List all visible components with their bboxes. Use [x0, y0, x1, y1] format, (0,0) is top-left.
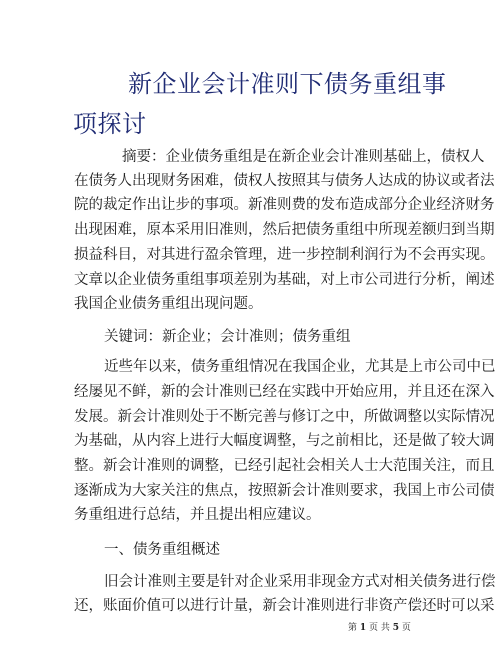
- footer-middle: 页 共: [369, 623, 390, 633]
- abstract-line: 摘要：企业债务重组是在新企业会计准则基础上，债权人: [122, 149, 485, 165]
- paragraph-line: 逐渐成为大家关注的焦点，按照新会计准则要求，我国上市公司债: [74, 483, 495, 499]
- abstract-line: 我国企业债务重组出现问题。: [74, 296, 263, 312]
- abstract-line: 损益科目，对其进行盈余管理，进一步控制利润行为不会再实现。: [74, 247, 495, 263]
- keywords-line: 关键词：新企业；会计准则；债务重组: [104, 329, 351, 345]
- paragraph-line: 发展。新会计准则处于不断完善与修订之中，所做调整以实际情况: [74, 409, 495, 425]
- section-heading: 一、债务重组概述: [104, 542, 220, 558]
- document-title-line-2: 项探讨: [73, 110, 147, 138]
- paragraph-line: 还，账面价值可以进行计量，新会计准则进行非资产偿还时可以采: [74, 598, 495, 614]
- footer-suffix: 页: [401, 623, 411, 633]
- footer-total-pages: 5: [392, 623, 400, 633]
- paragraph-line: 旧会计准则主要是针对企业采用非现金方式对相关债务进行偿: [104, 574, 496, 590]
- page-footer: [348, 620, 411, 633]
- paragraph-line: 整。新会计准则的调整，已经引起社会相关人士大范围关注，而且: [74, 458, 495, 474]
- document-title-line-1: 新企业会计准则下债务重组事: [128, 70, 447, 98]
- paragraph-line: 近些年以来，债务重组情况在我国企业，尤其是上市公司中已: [104, 359, 496, 375]
- abstract-line: 文章以企业债务重组事项差别为基础，对上市公司进行分析，阐述: [74, 272, 495, 288]
- abstract-line: 院的裁定作出让步的事项。新准则费的发布造成部分企业经济财务: [74, 197, 495, 213]
- footer-page-number: 1: [359, 623, 367, 633]
- paragraph-line: 经屡见不鲜，新的会计准则已经在实践中开始应用，并且还在深入: [74, 384, 495, 400]
- footer-prefix: 第: [348, 623, 358, 633]
- paragraph-line: 务重组进行总结，并且提出相应建议。: [74, 507, 321, 523]
- paragraph-line: 为基础，从内容上进行大幅度调整，与之前相比，还是做了较大调: [74, 433, 495, 449]
- abstract-line: 出现困难，原本采用旧准则，然后把债务重组中所现差额归到当期: [74, 222, 495, 238]
- abstract-line: 在债务人出现财务困难，债权人按照其与债务人达成的协议或者法: [74, 173, 495, 189]
